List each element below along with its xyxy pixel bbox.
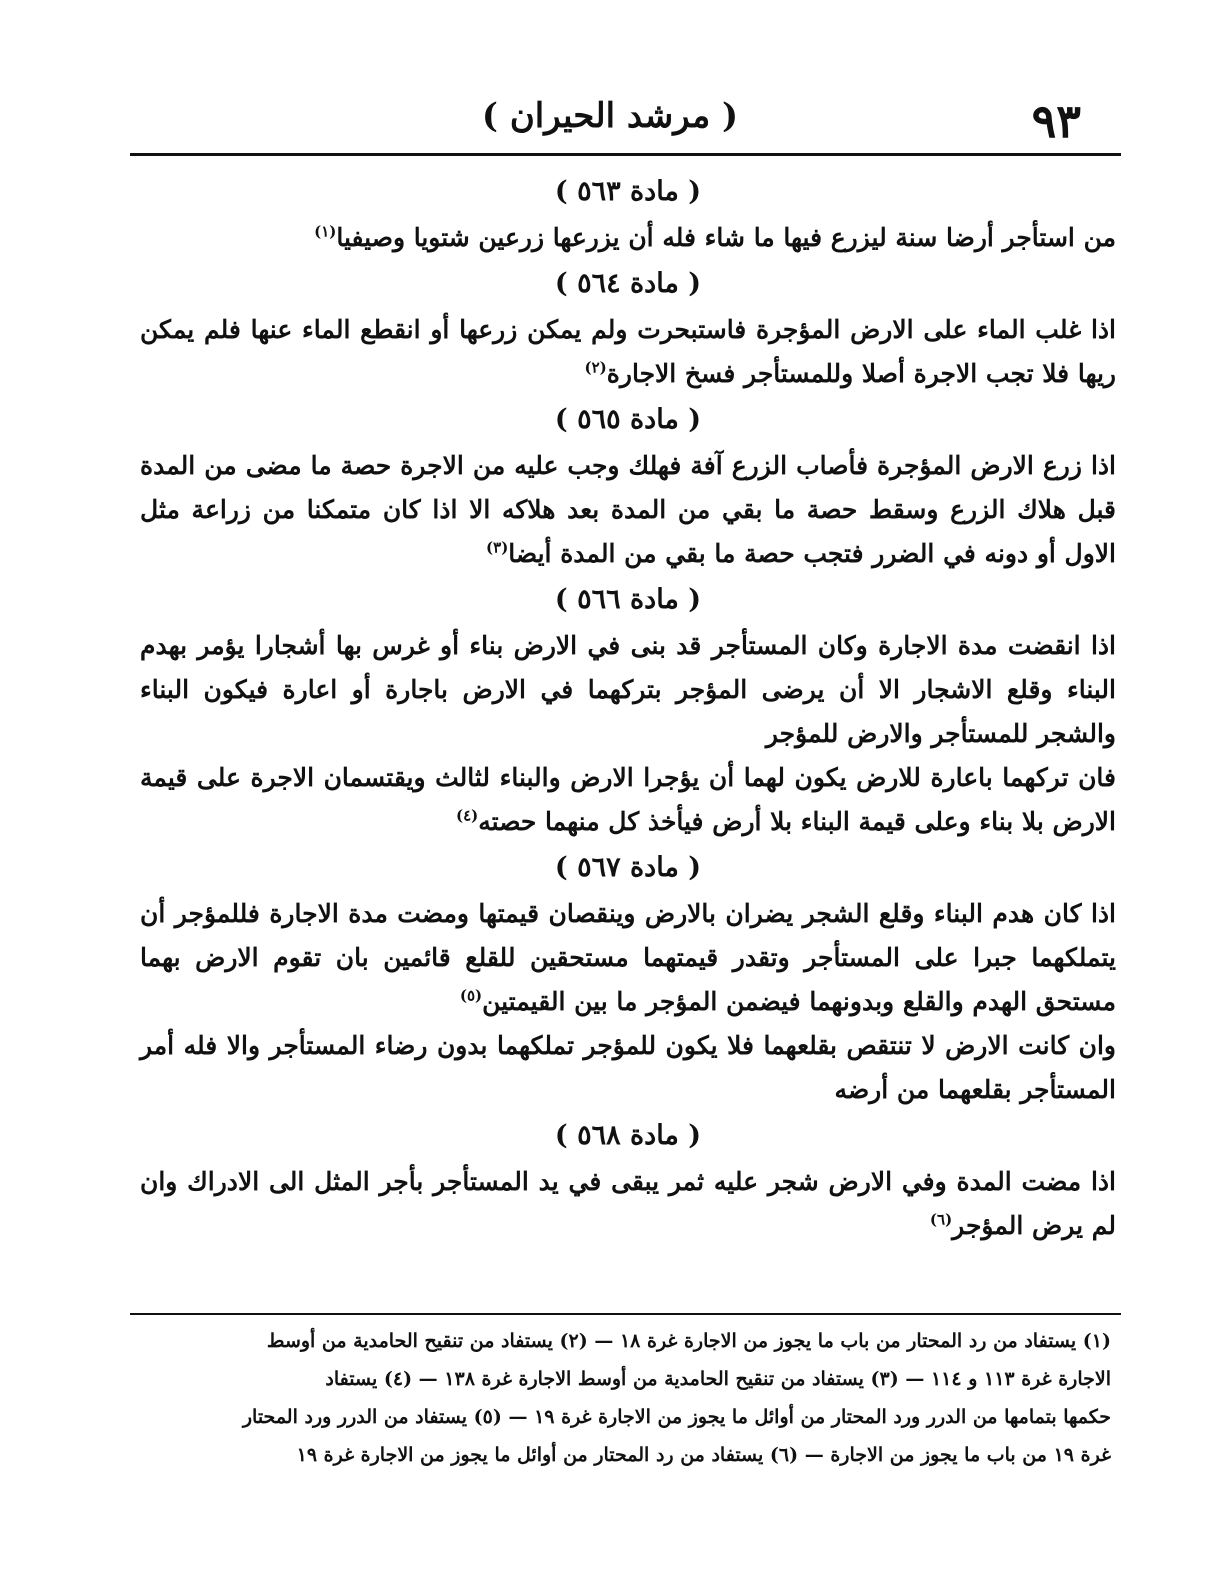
- footnote-line: غرة ١٩ من باب ما يجوز من الاجارة — (٦) يستفاد من رد المحتار من أوائل ما يجوز من الاجارة غرة ١٩: [296, 1444, 1111, 1466]
- article-heading: ( مادة ٥٦٣ ): [554, 176, 702, 207]
- page-header: [135, 88, 1121, 158]
- paragraph-text: من استأجر أرضا سنة ليزرع فيها ما شاء فله أن يزرعها زرعين شتويا وصيفيا: [336, 223, 1116, 252]
- footnote-ref: (٦): [929, 1210, 953, 1229]
- footnote-divider: [130, 1313, 1121, 1315]
- footnote-line: (١) يستفاد من رد المحتار من باب ما يجوز من الاجارة غرة ١٨ — (٢) يستفاد من تنقيح الحامدية من أوسط: [266, 1330, 1111, 1352]
- article-heading: ( مادة ٥٦٥ ): [554, 404, 702, 435]
- article-paragraph: [140, 756, 1116, 844]
- footnote-ref: (٤): [455, 806, 479, 825]
- footnote-ref: (٥): [459, 986, 483, 1005]
- footnote-line: حكمها بتمامها من الدرر ورد المحتار من أوائل ما يجوز من الاجارة غرة ١٩ — (٥) يستفاد من الدرر ورد المحتار: [242, 1406, 1111, 1428]
- header-divider: [130, 153, 1121, 156]
- article-heading: ( مادة ٥٦٦ ): [554, 584, 702, 615]
- paragraph-text: اذا زرع الارض المؤجرة فأصاب الزرع آفة فهلك وجب عليه من الاجرة حصة ما مضى من المدة قبل هلاك الزرع وسقط حصة ما بقي من المدة بعد هلاكه الا اذا كان متمكنا من زراعة مثل الاول أو دونه في الضرر فتجب حصة ما بقي من المدة أيضا: [140, 451, 1116, 568]
- article-564: [140, 260, 1116, 396]
- article-paragraph: [140, 308, 1116, 396]
- article-563: [140, 168, 1116, 260]
- footnote-line: الاجارة غرة ١١٣ و ١١٤ — (٣) يستفاد من تنقيح الحامدية من أوسط الاجارة غرة ١٣٨ — (٤) يستفاد: [325, 1368, 1111, 1390]
- article-paragraph: [140, 1160, 1116, 1248]
- article-paragraph: [140, 444, 1116, 576]
- article-paragraph: [140, 216, 1116, 260]
- article-heading: ( مادة ٥٦٧ ): [554, 852, 702, 883]
- article-paragraph: [140, 1024, 1116, 1112]
- paragraph-text: اذا مضت المدة وفي الارض شجر عليه ثمر يبقى في يد المستأجر بأجر المثل الى الادراك وان لم يرض المؤجر: [140, 1167, 1116, 1240]
- paragraph-text: وان كانت الارض لا تنتقص بقلعهما فلا يكون للمؤجر تملكهما بدون رضاء المستأجر والا فله أمر المستأجر بقلعهما من أرضه: [140, 1031, 1116, 1104]
- article-566: [140, 576, 1116, 844]
- article-568: [140, 1112, 1116, 1248]
- article-567: [140, 844, 1116, 1112]
- footnote-ref: (١): [314, 222, 337, 241]
- page-body: [140, 168, 1116, 1248]
- paragraph-text: فان تركهما باعارة للارض يكون لهما أن يؤجرا الارض والبناء لثالث ويقتسمان الاجرة على قيمة الارض بلا بناء وعلى قيمة البناء بلا أرض فيأخذ كل منهما حصته: [140, 763, 1116, 836]
- footnote-ref: (٣): [486, 538, 509, 557]
- footnotes: [140, 1322, 1111, 1474]
- page-number: ٩٣: [1031, 94, 1081, 148]
- paragraph-text: اذا كان هدم البناء وقلع الشجر يضران بالارض وينقصان قيمتها ومضت مدة الاجارة فللمؤجر أن يتملكهما جبرا على المستأجر وتقدر قيمتهما مستحقين للقلع قائمين بان تقوم الارض بهما مستحق الهدم والقلع وبدونهما فيضمن المؤجر ما بين القيمتين: [140, 899, 1116, 1016]
- article-paragraph: [140, 624, 1116, 756]
- running-title: ( مرشد الحيران ): [481, 96, 739, 136]
- article-heading: ( مادة ٥٦٨ ): [554, 1120, 702, 1151]
- article-heading: ( مادة ٥٦٤ ): [554, 268, 702, 299]
- article-paragraph: [140, 892, 1116, 1024]
- article-565: [140, 396, 1116, 576]
- paragraph-text: اذا انقضت مدة الاجارة وكان المستأجر قد بنى في الارض بناء أو غرس بها أشجارا يؤمر بهدم البناء وقلع الاشجار الا أن يرضى المؤجر بتركهما في الارض باجارة أو اعارة فيكون البناء والشجر للمستأجر والارض للمؤجر: [140, 631, 1116, 748]
- paragraph-text: اذا غلب الماء على الارض المؤجرة فاستبحرت ولم يمكن زرعها أو انقطع الماء عنها فلم يمكن ريها فلا تجب الاجرة أصلا وللمستأجر فسخ الاجارة: [140, 315, 1116, 388]
- footnote-ref: (٢): [584, 358, 607, 377]
